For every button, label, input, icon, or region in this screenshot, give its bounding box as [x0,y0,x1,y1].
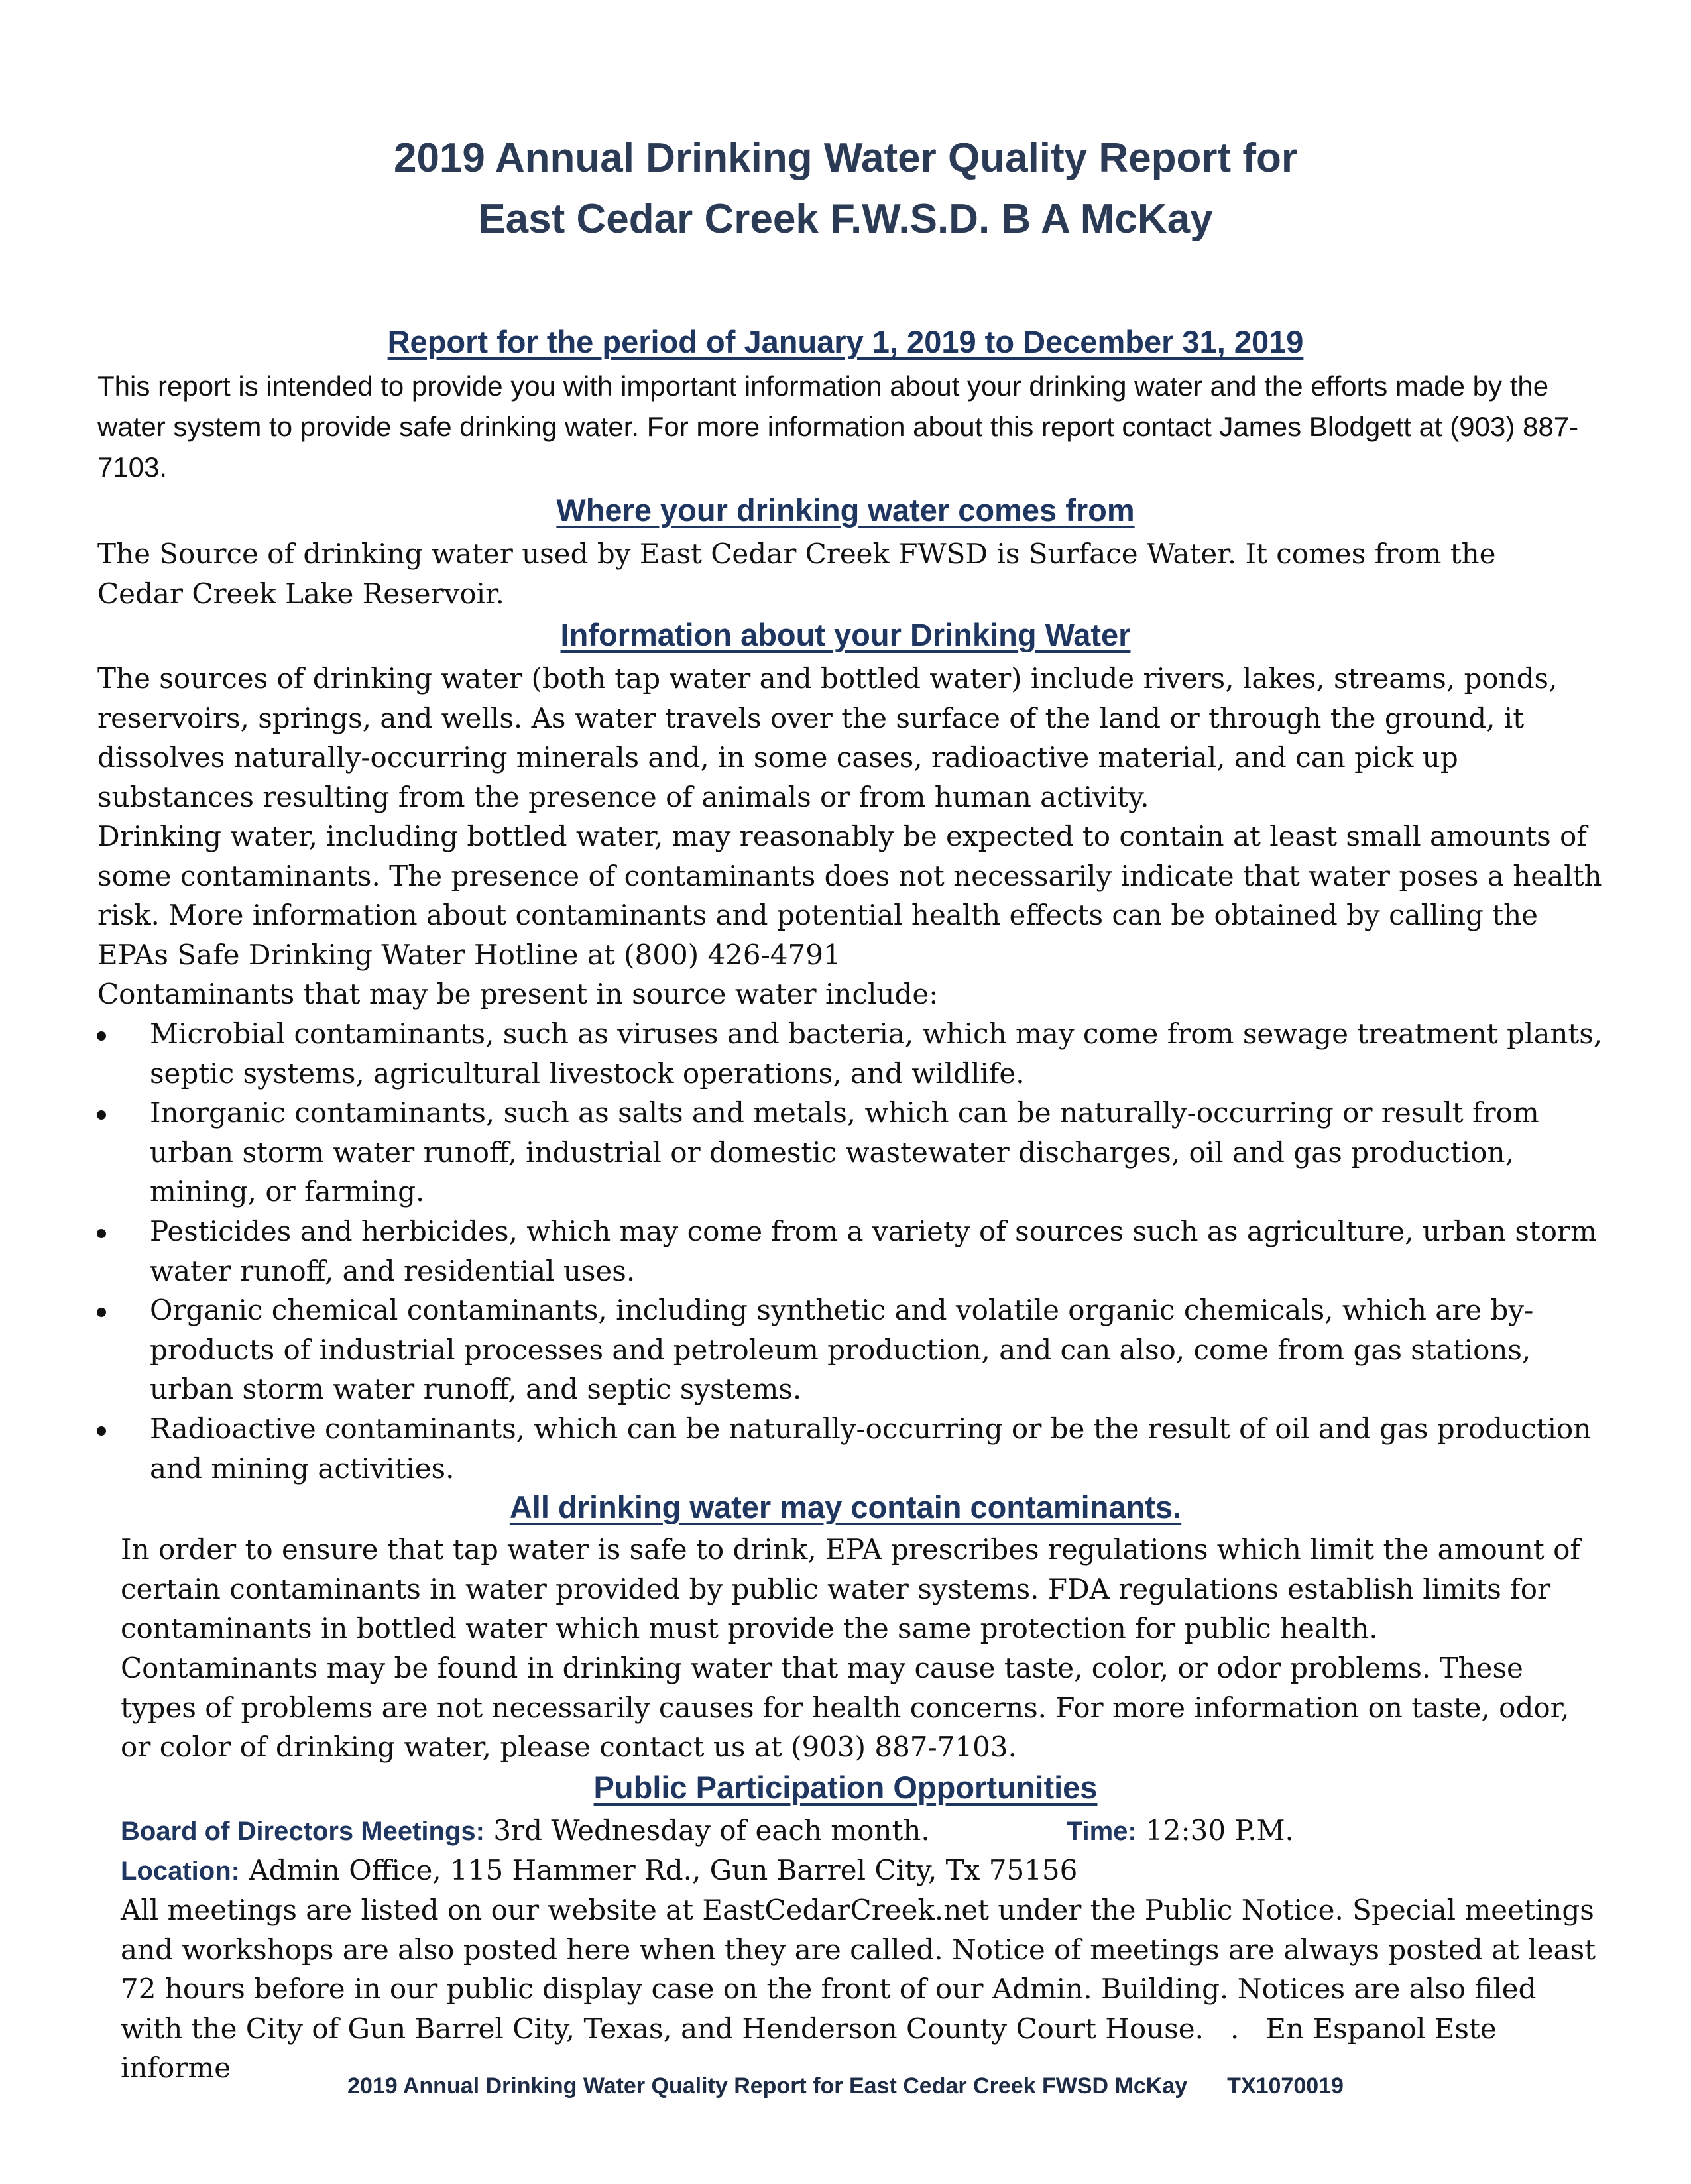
list-item [98,1212,1609,1291]
bullet-icon [97,1110,106,1120]
location-value: Admin Office, 115 Hammer Rd., Gun Barrel City, Tx 75156 [239,1854,1078,1886]
meetings-value: 3rd Wednesday of each month. [484,1814,930,1847]
source-heading: Where your drinking water comes from [556,492,1135,528]
time-value: 12:30 P.M. [1136,1814,1294,1847]
participation-heading: Public Participation Opportunities [593,1770,1098,1805]
source-text: The Source of drinking water used by East Cedar Creek FWSD is Surface Water. It comes from the Cedar Creek Lake Reservoir. [97,538,1496,610]
period-text: This report is intended to provide you with important information about your drinking water and the efforts made by the water system to provide safe drinking water. For more information about this report contact James Blodgett at (903) 887-7103. [97,371,1579,483]
info-para-3: Contaminants that may be present in source water include: [97,978,939,1010]
list-item-text: Organic chemical contaminants, including synthetic and volatile organic chemicals, which are by-products of industrial processes and petroleum production, and can also, come from gas stations, urban storm water runoff, and septic systems. [150,1294,1534,1405]
contaminants-para-2: Contaminants may be found in drinking water that may cause taste, color, or odor problems. These types of problems are not necessarily causes for health concerns. For more information on taste, odor, or color of drinking water, please contact us at (903) 887-7103. [121,1652,1570,1763]
list-item-text: Inorganic contaminants, such as salts and metals, which can be naturally-occurring or result from urban storm water runoff, industrial or domestic wastewater discharges, oil and gas production, mining, or farming. [150,1096,1539,1208]
report-title-line2: East Cedar Creek F.W.S.D. B A McKay [478,196,1213,242]
footer-title: 2019 Annual Drinking Water Quality Report for East Cedar Creek FWSD McKay [347,2073,1188,2098]
list-item-text: Microbial contaminants, such as viruses and bacteria, which may come from sewage treatment plants, septic systems, agricultural livestock operations, and wildlife. [150,1017,1603,1090]
list-item [98,1291,1609,1409]
location-label: Location: [121,1857,240,1886]
bullet-icon [97,1031,106,1041]
page-footer [0,2073,1691,2099]
contaminants-para-1: In order to ensure that tap water is safe to drink, EPA prescribes regulations which limit the amount of certain contaminants in water provided by public water systems. FDA regulations establish limits for contaminants in bottled water which must provide the same protection for public health. [121,1533,1580,1644]
contaminants-heading: All drinking water may contain contaminants. [509,1489,1182,1524]
info-para-2: Drinking water, including bottled water, may reasonably be expected to contain at least small amounts of some contaminants. The presence of contaminants does not necessarily indicate that water poses a health risk. More information about contaminants and potential health effects can be obtained by calling the EPAs Safe Drinking Water Hotline at (800) 426-4791 [97,820,1602,971]
list-item [98,1014,1609,1093]
meetings-label: Board of Directors Meetings: [121,1817,485,1846]
report-title-line1: 2019 Annual Drinking Water Quality Report for [393,135,1298,181]
list-item [98,1093,1609,1212]
list-item [98,1409,1609,1488]
bullet-icon [97,1426,106,1436]
participation-text: All meetings are listed on our website at EastCedarCreek.net under the Public Notice. Special meetings and workshops are also posted here when they are called. Notice of meetings are always posted at least 72 hours before in our public display case on the front of our Admin. Building. Notices are also filed with the City of Gun Barrel City, Texas, and Henderson County Court House. . En Espanol Este informe [121,1894,1605,2084]
info-heading: Information about your Drinking Water [560,617,1131,652]
list-item-text: Pesticides and herbicides, which may come from a variety of sources such as agriculture, urban storm water runoff, and residential uses. [150,1215,1597,1287]
bullet-icon [97,1308,106,1317]
list-item-text: Radioactive contaminants, which can be naturally-occurring or be the result of oil and gas production and mining activities. [150,1412,1592,1485]
period-heading: Report for the period of January 1, 2019 to December 31, 2019 [387,324,1304,359]
time-label: Time: [1066,1817,1137,1846]
bullet-icon [97,1229,106,1238]
footer-system-id: TX1070019 [1227,2073,1344,2098]
info-para-1: The sources of drinking water (both tap water and bottled water) include rivers, lakes, streams, ponds, reservoirs, springs, and wells. As water travels over the surface of the land or through the ground, it dissolves naturally-occurring minerals and, in some cases, radioactive material, and can pick up substances resulting from the presence of animals or from human activity. [97,662,1558,813]
